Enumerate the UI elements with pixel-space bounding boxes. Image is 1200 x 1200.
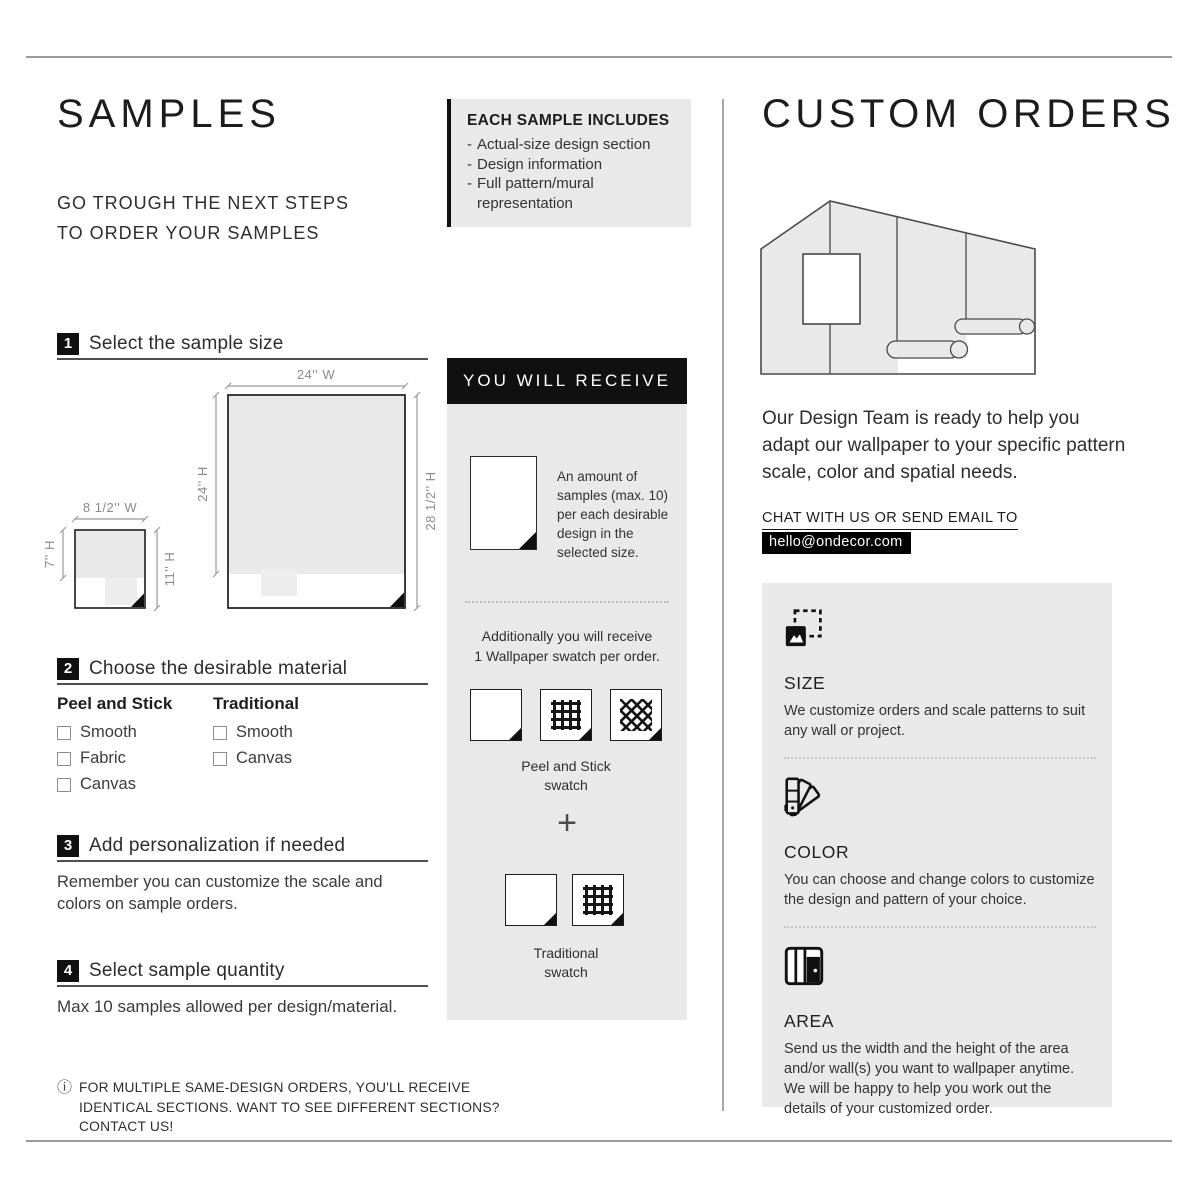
color-section — [784, 777, 1096, 910]
includes-item — [467, 174, 679, 213]
samples-subtitle-line2: TO ORDER YOUR SAMPLES — [57, 223, 320, 243]
includes-item — [467, 155, 679, 175]
includes-item-text: Full pattern/mural representation — [477, 175, 594, 212]
color-title: COLOR — [784, 842, 850, 862]
checkbox-icon — [213, 752, 227, 766]
wallpaper-roll — [955, 319, 1035, 334]
large-width-label: 24'' W — [296, 367, 336, 382]
area-body: Send us the width and the height of the area and/or wall(s) you want to wallpaper anytime. We will be happy to help you work out the details of your customized order. — [784, 1041, 1075, 1117]
dotted-separator — [784, 757, 1096, 759]
grid-swatch-icon — [540, 689, 592, 741]
bullet-dash: - — [467, 136, 472, 153]
material-option-fabric — [57, 749, 213, 768]
sample-sheet-icon — [470, 456, 537, 550]
blank-swatch-icon — [470, 689, 522, 741]
step-3-body: Remember you can customize the scale and colors on sample orders. — [57, 873, 383, 913]
color-swatches-icon — [784, 777, 824, 817]
small-right-height-label: 11'' H — [162, 551, 177, 587]
scale-image-icon — [784, 608, 824, 648]
area-title: AREA — [784, 1011, 835, 1031]
material-option-label: Smooth — [80, 723, 137, 741]
small-left-height-label: 7'' H — [42, 540, 57, 568]
step-1-badge: 1 — [57, 333, 79, 355]
material-option-smooth — [213, 723, 299, 742]
crosshatch-pattern — [620, 699, 652, 731]
plus-sign: + — [557, 804, 577, 842]
material-option-smooth — [57, 723, 213, 742]
grid-pattern — [582, 884, 614, 916]
crosshatch-swatch-icon — [610, 689, 662, 741]
sample-size-diagram — [40, 366, 440, 617]
each-sample-includes-box — [447, 99, 691, 227]
checkbox-icon — [57, 726, 71, 740]
large-left-height-label: 24'' H — [195, 466, 210, 502]
custom-orders-title: CUSTOM ORDERS — [762, 92, 1176, 136]
grid-swatch-icon — [572, 874, 624, 926]
material-option-label: Fabric — [80, 749, 126, 767]
top-rule — [26, 56, 1172, 58]
samples-amount-text: An amount of samples (max. 10) per each desirable design in the selected size. — [557, 469, 669, 560]
includes-item — [467, 135, 679, 155]
traditional-swatch-label: Traditional swatch — [533, 945, 599, 980]
includes-item-text: Design information — [477, 155, 603, 173]
checkbox-icon — [57, 778, 71, 792]
window — [803, 254, 860, 324]
material-option-label: Canvas — [80, 775, 136, 793]
folded-corner-icon — [649, 728, 661, 740]
material-option-canvas — [213, 749, 299, 768]
large-right-height-label: 28 1/2'' H — [423, 471, 438, 531]
size-title: SIZE — [784, 673, 826, 693]
step-4-header — [57, 960, 428, 987]
peel-and-stick-column — [57, 694, 213, 801]
folded-corner-icon — [509, 728, 521, 740]
step-3-title: Add personalization if needed — [89, 835, 346, 856]
material-options — [57, 694, 299, 801]
additional-swatch-line1: Additionally you will receive — [481, 628, 653, 644]
material-option-label: Canvas — [236, 749, 292, 767]
traditional-title: Traditional — [213, 694, 299, 713]
dotted-separator — [465, 601, 669, 603]
includes-item-text: Actual-size design section — [477, 136, 651, 153]
peel-and-stick-title: Peel and Stick — [57, 694, 173, 713]
color-body: You can choose and change colors to customize the design and pattern of your choice. — [784, 872, 1095, 908]
samples-subtitle — [57, 188, 349, 248]
size-body: We customize orders and scale patterns to suit any wall or project. — [784, 703, 1086, 739]
contact-label: CHAT WITH US OR SEND EMAIL TO — [762, 510, 1018, 530]
grid-pattern — [550, 699, 582, 731]
step-3-header — [57, 835, 428, 862]
traditional-column — [213, 694, 299, 801]
info-icon: ⓘ — [57, 1079, 73, 1096]
samples-title: SAMPLES — [57, 92, 281, 136]
step-3-badge: 3 — [57, 835, 79, 857]
area-section — [784, 946, 1096, 1119]
large-sample-sheet — [195, 367, 438, 611]
step-2-badge: 2 — [57, 658, 79, 680]
step-1-header — [57, 333, 428, 360]
blank-swatch-icon — [505, 874, 557, 926]
bottom-rule — [26, 1140, 1172, 1142]
wall-area-icon — [784, 946, 824, 986]
includes-title: EACH SAMPLE INCLUDES — [467, 112, 670, 129]
folded-corner-icon — [611, 913, 623, 925]
order-note — [57, 1078, 535, 1137]
additional-swatch-text — [457, 626, 677, 666]
checkbox-icon — [57, 752, 71, 766]
peel-swatch-label: Peel and Stick swatch — [521, 758, 611, 793]
house-wall-illustration — [760, 197, 1038, 381]
dotted-separator — [784, 926, 1096, 928]
you-will-receive-panel — [447, 404, 687, 1020]
step-2-header — [57, 658, 428, 685]
step-2-title: Choose the desirable material — [89, 658, 348, 679]
additional-swatch-line2: 1 Wallpaper swatch per order. — [474, 648, 660, 664]
order-note-text: FOR MULTIPLE SAME-DESIGN ORDERS, YOU'LL RECEIVE IDENTICAL SECTIONS. WANT TO SEE DIFFERENT SECTIONS? CONTACT US! — [79, 1080, 500, 1134]
samples-subtitle-line1: GO TROUGH THE NEXT STEPS — [57, 193, 350, 213]
contact-email[interactable]: hello@ondecor.com — [762, 532, 911, 554]
you-will-receive-header: YOU WILL RECEIVE — [447, 358, 687, 404]
step-1-title: Select the sample size — [89, 333, 284, 354]
custom-orders-intro: Our Design Team is ready to help you adapt our wallpaper to your specific pattern scale, color and spatial needs. — [762, 408, 1126, 483]
folded-corner-icon — [579, 728, 591, 740]
step-4-body: Max 10 samples allowed per design/material. — [57, 997, 398, 1016]
bullet-dash: - — [467, 155, 472, 173]
bullet-dash: - — [467, 175, 472, 192]
small-sample-sheet — [42, 500, 177, 611]
custom-options-panel — [762, 583, 1112, 1117]
step-4-title: Select sample quantity — [89, 960, 285, 981]
column-divider — [722, 99, 724, 1111]
wallpaper-roll — [887, 341, 968, 358]
folded-corner-icon — [544, 913, 556, 925]
step-4-badge: 4 — [57, 960, 79, 982]
material-option-canvas — [57, 775, 213, 794]
material-option-label: Smooth — [236, 723, 293, 741]
folded-corner-icon — [519, 532, 536, 549]
checkbox-icon — [213, 726, 227, 740]
size-section — [784, 608, 1096, 741]
small-width-label: 8 1/2'' W — [82, 500, 138, 515]
